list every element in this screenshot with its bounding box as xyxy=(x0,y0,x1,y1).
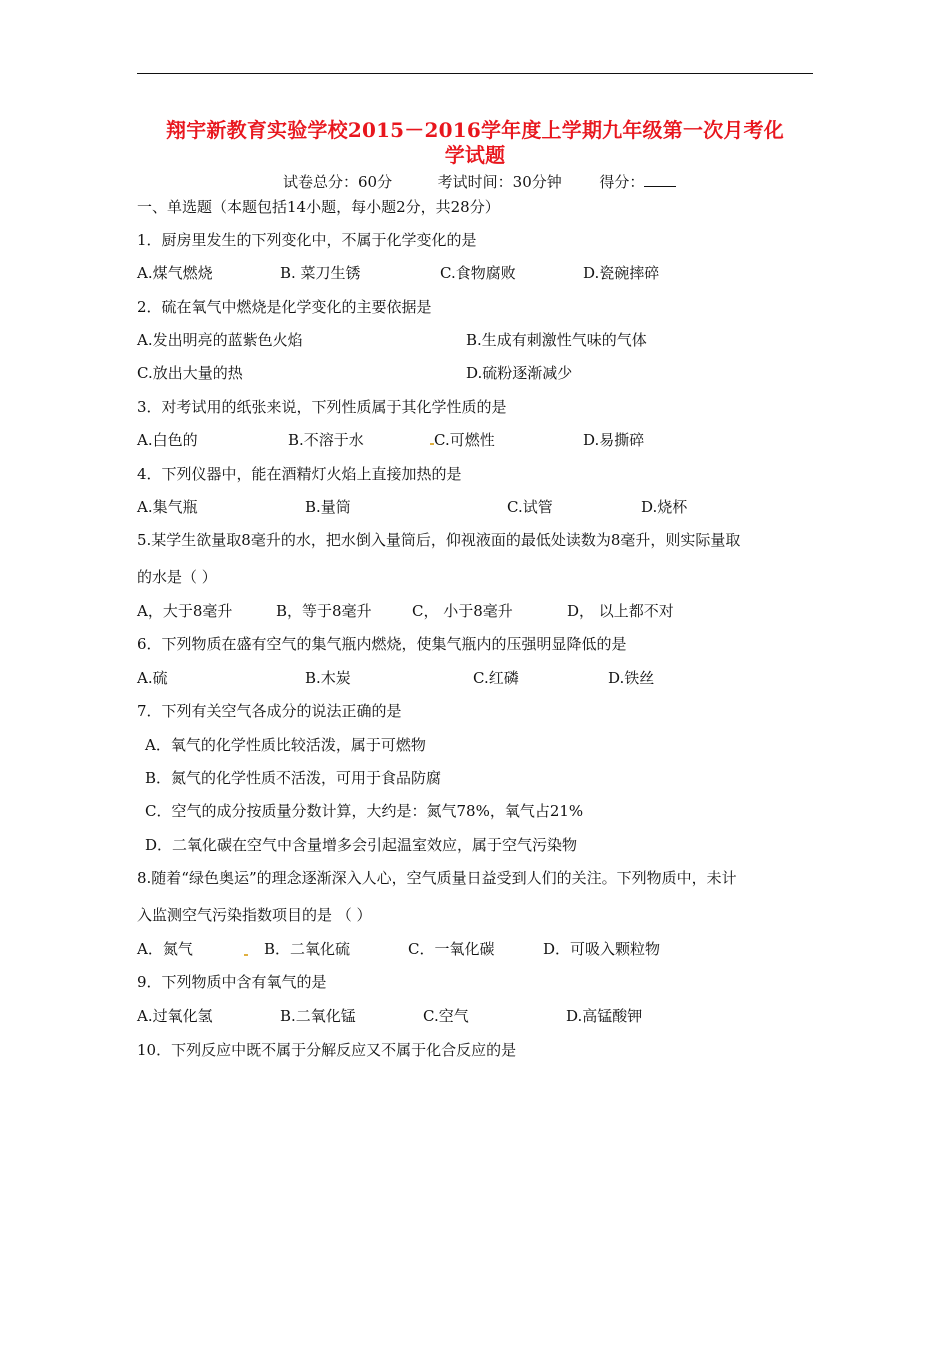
question-6: 6．下列物质在盛有空气的集气瓶内燃烧，使集气瓶内的压强明显降低的是 xyxy=(137,635,627,653)
q2-option-d: D.硫粉逐渐减少 xyxy=(466,364,573,382)
q5-option-b: B，等于8毫升 xyxy=(276,602,372,620)
q9-option-c: C.空气 xyxy=(423,1007,469,1025)
question-2: 2．硫在氧气中燃烧是化学变化的主要依据是 xyxy=(137,298,432,316)
q8-option-b: B．二氧化硫 xyxy=(264,940,351,958)
section-heading: 一、单选题（本题包括14小题，每小题2分，共28分） xyxy=(137,198,500,216)
question-5-line-1: 5.某学生欲量取8毫升的水，把水倒入量筒后，仰视液面的最低处读数为8毫升，则实际量取 xyxy=(137,531,741,549)
q2-option-c: C.放出大量的热 xyxy=(137,364,243,382)
exam-meta xyxy=(283,171,676,192)
exam-time: 考试时间：30分钟 xyxy=(437,173,562,191)
question-7: 7．下列有关空气各成分的说法正确的是 xyxy=(137,702,402,720)
q4-option-c: C.试管 xyxy=(507,498,553,516)
q4-option-a: A.集气瓶 xyxy=(137,498,198,516)
question-8-line-1: 8.随着“绿色奥运”的理念逐渐深入人心，空气质量日益受到人们的关注。下列物质中，未计 xyxy=(137,869,737,887)
q9-option-a: A.过氧化氢 xyxy=(137,1007,213,1025)
q7-option-d: D．二氧化碳在空气中含量增多会引起温室效应，属于空气污染物 xyxy=(145,836,578,854)
q6-option-d: D.铁丝 xyxy=(608,669,655,687)
q5-option-d: D， 以上都不对 xyxy=(567,602,674,620)
q2-option-b: B.生成有刺激性气味的气体 xyxy=(466,331,647,349)
q6-option-c: C.红磷 xyxy=(473,669,519,687)
question-9: 9．下列物质中含有氧气的是 xyxy=(137,973,327,991)
score-blank xyxy=(644,172,676,187)
q3-option-d: D.易撕碎 xyxy=(583,431,645,449)
q2-option-a: A.发出明亮的蓝紫色火焰 xyxy=(137,331,303,349)
title-line-2: 学试题 xyxy=(444,143,506,167)
question-8-line-2: 入监测空气污染指数项目的是 （ ） xyxy=(137,906,372,924)
q1-option-d: D.瓷碗摔碎 xyxy=(583,264,660,282)
q8-option-a: A．氮气 xyxy=(137,940,193,958)
question-5-line-2: 的水是（ ） xyxy=(137,568,217,586)
q9-option-b: B.二氧化锰 xyxy=(280,1007,356,1025)
q8-option-d: D．可吸入颗粒物 xyxy=(543,940,661,958)
stray-mark xyxy=(244,954,248,956)
question-4: 4．下列仪器中，能在酒精灯火焰上直接加热的是 xyxy=(137,465,462,483)
q1-option-a: A.煤气燃烧 xyxy=(137,264,213,282)
q7-option-b: B．氮气的化学性质不活泼，可用于食品防腐 xyxy=(145,769,442,787)
q4-option-b: B.量筒 xyxy=(305,498,351,516)
title-line-1: 翔宇新教育实验学校2015－2016学年度上学期九年级第一次月考化 xyxy=(166,118,784,142)
q4-option-d: D.烧杯 xyxy=(641,498,688,516)
q7-option-a: A．氧气的化学性质比较活泼，属于可燃物 xyxy=(145,736,426,754)
question-1: 1．厨房里发生的下列变化中，不属于化学变化的是 xyxy=(137,231,477,249)
q8-option-c: C．一氧化碳 xyxy=(408,940,495,958)
q6-option-b: B.木炭 xyxy=(305,669,351,687)
q5-option-a: A，大于8毫升 xyxy=(137,602,233,620)
exam-title xyxy=(130,118,820,168)
q3-option-c: C.可燃性 xyxy=(434,431,495,449)
q6-option-a: A.硫 xyxy=(137,669,168,687)
q5-option-c: C， 小于8毫升 xyxy=(412,602,513,620)
total-score: 试卷总分：60分 xyxy=(283,173,393,191)
question-3: 3．对考试用的纸张来说，下列性质属于其化学性质的是 xyxy=(137,398,507,416)
q7-option-c: C．空气的成分按质量分数计算，大约是：氮气78%，氧气占21% xyxy=(145,802,584,820)
score-label: 得分： xyxy=(599,173,645,191)
header-rule xyxy=(137,73,813,74)
question-10: 10．下列反应中既不属于分解反应又不属于化合反应的是 xyxy=(137,1041,517,1059)
q3-option-a: A.白色的 xyxy=(137,431,198,449)
q9-option-d: D.高锰酸钾 xyxy=(566,1007,643,1025)
q1-option-b: B. 菜刀生锈 xyxy=(280,264,361,282)
q3-option-b: B.不溶于水 xyxy=(288,431,364,449)
q1-option-c: C.食物腐败 xyxy=(440,264,516,282)
